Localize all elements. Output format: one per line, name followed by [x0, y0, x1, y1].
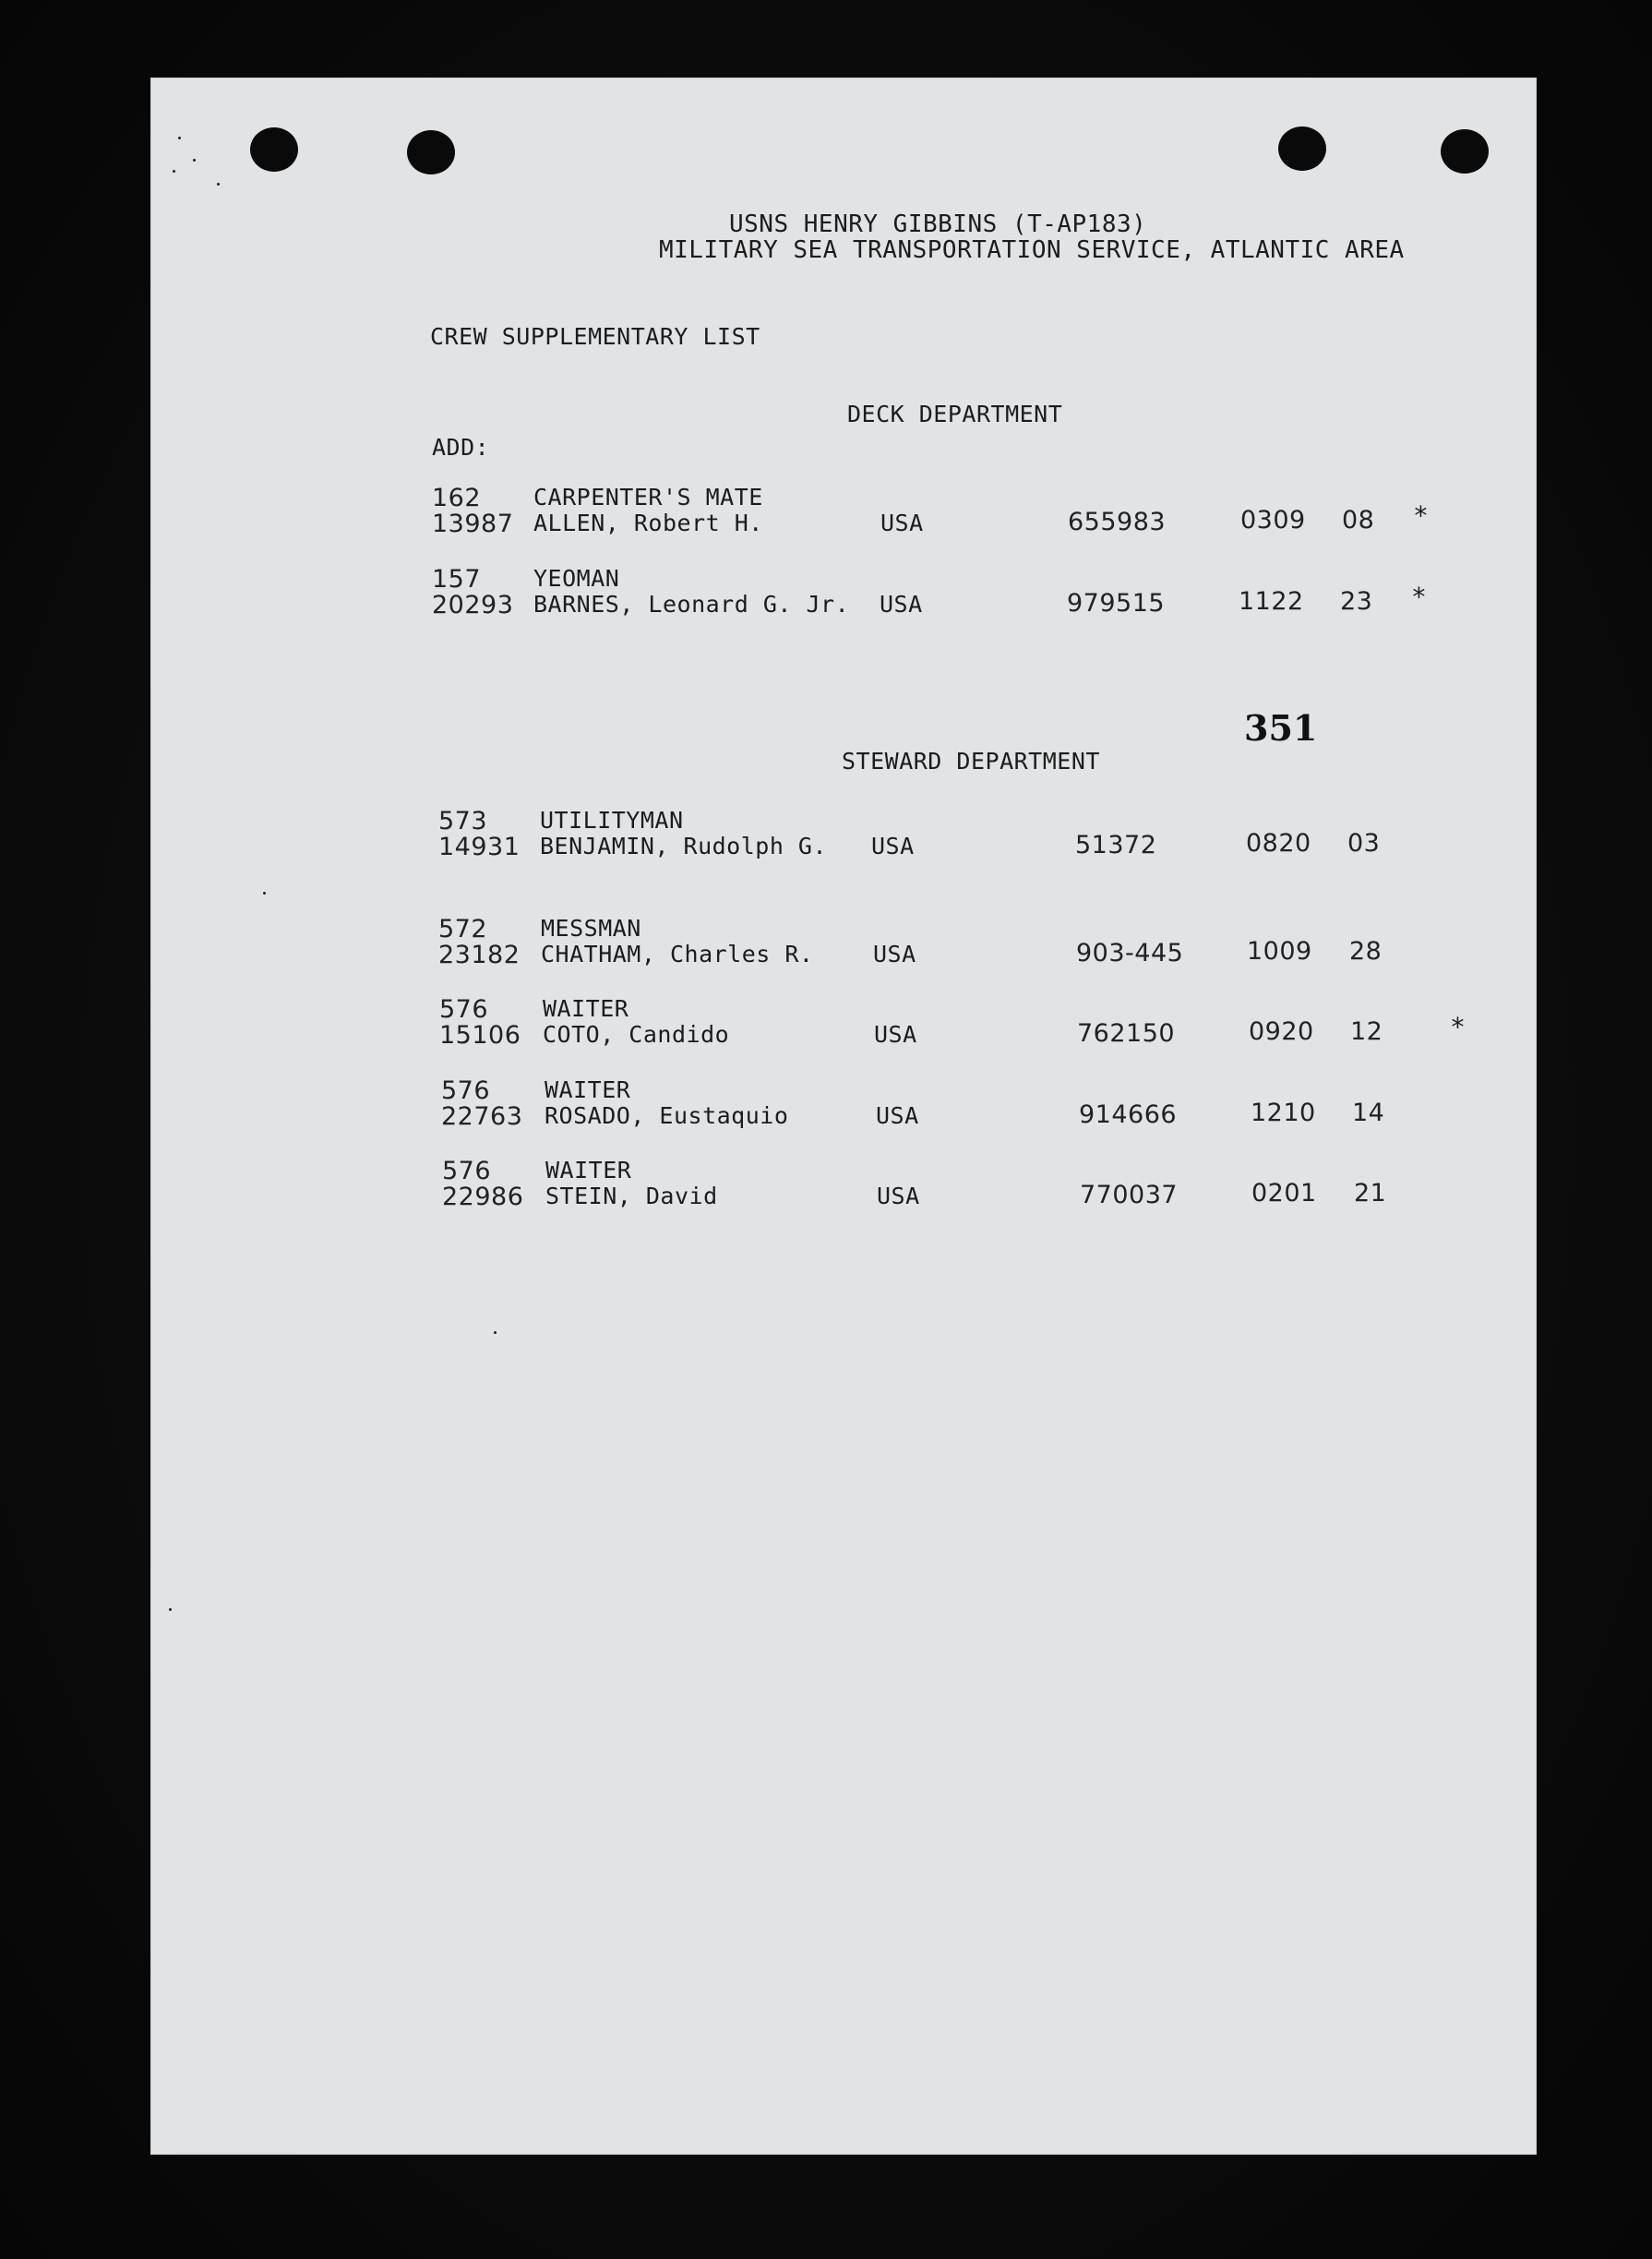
speck	[178, 137, 181, 139]
asterisk-mark: *	[1413, 500, 1430, 531]
citizenship: USA	[880, 510, 924, 536]
document-number: 770037	[1080, 1181, 1179, 1209]
list-item	[150, 995, 1537, 1060]
list-item	[150, 1076, 1537, 1141]
day-code: 14	[1352, 1099, 1385, 1127]
day-code: 08	[1342, 506, 1375, 535]
day-code: 03	[1347, 829, 1381, 858]
document-page	[150, 78, 1537, 2155]
list-title: CREW SUPPLEMENTARY LIST	[430, 323, 760, 350]
citizenship: USA	[874, 1021, 917, 1048]
crew-name: BENJAMIN, Rudolph G.	[540, 833, 828, 859]
rating: WAITER	[545, 1076, 631, 1103]
rating-code: 572	[438, 915, 488, 943]
document-number: 903-445	[1076, 939, 1184, 967]
list-item	[150, 484, 1537, 548]
date-code: 0309	[1240, 506, 1306, 535]
list-item	[150, 915, 1537, 979]
crew-name: COTO, Candido	[543, 1021, 730, 1048]
rating: WAITER	[545, 1157, 632, 1184]
document-number: 655983	[1068, 508, 1167, 536]
rating: WAITER	[543, 995, 629, 1022]
list-item	[150, 1157, 1537, 1221]
speck	[193, 159, 196, 162]
asterisk-mark: *	[1450, 1012, 1466, 1042]
day-code: 12	[1350, 1017, 1383, 1046]
day-code: 28	[1349, 937, 1383, 966]
crew-name: ROSADO, Eustaquio	[545, 1102, 789, 1129]
add-label: ADD:	[432, 434, 490, 461]
date-code: 1210	[1251, 1099, 1316, 1127]
deck-department-title: DECK DEPARTMENT	[847, 401, 1063, 427]
rating-code: 576	[442, 1157, 492, 1185]
crew-name: STEIN, David	[545, 1183, 718, 1209]
rating: CARPENTER'S MATE	[533, 484, 763, 511]
rating: UTILITYMAN	[540, 807, 684, 834]
crew-name: ALLEN, Robert H.	[533, 510, 763, 536]
ship-name: USNS HENRY GIBBINS (T-AP183)	[729, 210, 1147, 238]
page-stamp-number: 351	[1244, 707, 1318, 749]
rating-code: 162	[432, 484, 482, 512]
rating-code: 576	[439, 995, 489, 1024]
date-code: 0920	[1249, 1017, 1314, 1046]
service-name: MILITARY SEA TRANSPORTATION SERVICE, ATLANTIC AREA	[659, 236, 1405, 264]
crew-number: 22763	[441, 1102, 523, 1131]
speck	[494, 1331, 497, 1334]
crew-number: 22986	[442, 1183, 524, 1211]
speck	[169, 1608, 172, 1611]
punch-hole	[407, 130, 455, 174]
rating: MESSMAN	[541, 915, 641, 942]
date-code: 0820	[1246, 829, 1311, 858]
document-number: 914666	[1079, 1100, 1178, 1129]
citizenship: USA	[876, 1102, 919, 1129]
document-number: 762150	[1077, 1019, 1176, 1048]
rating-code: 573	[438, 807, 488, 835]
document-number: 979515	[1067, 589, 1166, 618]
punch-hole	[1278, 126, 1326, 171]
day-code: 23	[1340, 587, 1373, 616]
crew-name: CHATHAM, Charles R.	[541, 941, 814, 967]
rating-code: 576	[441, 1076, 491, 1105]
crew-number: 15106	[439, 1021, 521, 1050]
speck	[217, 183, 220, 186]
punch-hole	[250, 127, 298, 172]
crew-number: 20293	[432, 591, 514, 619]
speck	[263, 892, 266, 895]
document-number: 51372	[1075, 831, 1157, 859]
speck	[173, 170, 175, 173]
crew-number: 14931	[438, 833, 521, 861]
citizenship: USA	[873, 941, 916, 967]
date-code: 1122	[1239, 587, 1304, 616]
asterisk-mark: *	[1411, 582, 1428, 612]
citizenship: USA	[880, 591, 923, 618]
crew-number: 23182	[438, 941, 521, 969]
rating: YEOMAN	[533, 565, 620, 592]
crew-number: 13987	[432, 510, 514, 538]
punch-hole	[1441, 129, 1489, 174]
day-code: 21	[1354, 1179, 1387, 1208]
crew-name: BARNES, Leonard G. Jr.	[533, 591, 850, 618]
list-item	[150, 807, 1537, 871]
citizenship: USA	[871, 833, 915, 859]
citizenship: USA	[877, 1183, 920, 1209]
date-code: 1009	[1247, 937, 1312, 966]
list-item	[150, 565, 1537, 630]
date-code: 0201	[1251, 1179, 1317, 1208]
rating-code: 157	[432, 565, 482, 594]
steward-department-title: STEWARD DEPARTMENT	[842, 748, 1100, 775]
